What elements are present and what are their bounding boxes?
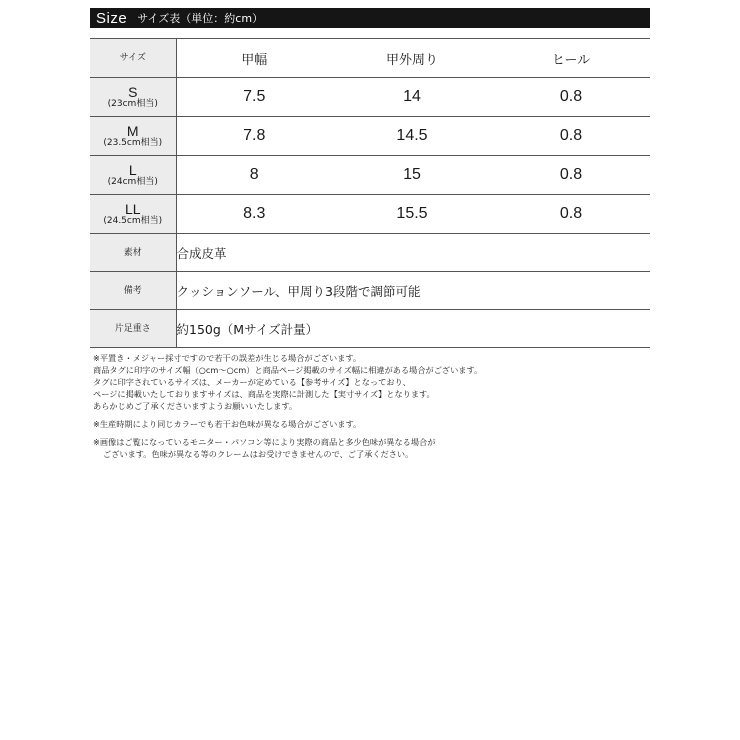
size-label-cell [90, 117, 176, 156]
spec-label: 素材 [90, 234, 176, 272]
size-approx: (24cm相当) [107, 176, 158, 187]
table-row [90, 156, 650, 195]
instep-width-value: 8 [176, 156, 332, 195]
size-subtitle: サイズ表（単位：約cm） [137, 12, 264, 25]
size-notes [93, 352, 653, 460]
spec-label: 片足重さ [90, 310, 176, 348]
size-label-cell [90, 78, 176, 117]
size-approx: (24.5cm相当) [103, 215, 163, 226]
instep-circumference-value: 14.5 [332, 117, 492, 156]
table-row [90, 195, 650, 234]
instep-circumference-value: 14 [332, 78, 492, 117]
instep-width-value: 8.3 [176, 195, 332, 234]
size-label-cell [90, 195, 176, 234]
note-line: タグに印字されているサイズは、メーカーが定めている【参考サイズ】となっており、 [93, 377, 411, 387]
size-table [90, 38, 650, 348]
size-label-cell [90, 156, 176, 195]
size-name: LL [124, 200, 141, 217]
size-header-bar [90, 8, 650, 28]
note-line: 商品タグに印字のサイズ幅（○cm～○cm）と商品ページ掲載のサイズ幅に相違がある場合がございます。 [93, 365, 483, 375]
instep-width-value: 7.8 [176, 117, 332, 156]
spec-value: 約150g（Mサイズ計量） [176, 310, 650, 348]
note-line: ページに掲載いたしておりますサイズは、商品を実際に計測した【実寸サイズ】となります。 [93, 389, 435, 399]
size-approx: (23.5cm相当) [103, 137, 163, 148]
column-header-size: サイズ [90, 39, 176, 78]
column-header-heel: ヒール [492, 39, 650, 78]
spec-label: 備考 [90, 272, 176, 310]
note-line: ※生産時期により同じカラーでも若干お色味が異なる場合がございます。 [93, 419, 362, 429]
note-line: あらかじめご了承くださいますようお願いいたします。 [93, 401, 298, 411]
spec-row-remarks [90, 272, 650, 310]
size-name: L [128, 161, 137, 178]
instep-circumference-value: 15.5 [332, 195, 492, 234]
spec-row-weight [90, 310, 650, 348]
spec-value: 合成皮革 [176, 234, 650, 272]
column-header-instep-width: 甲幅 [176, 39, 332, 78]
size-approx: (23cm相当) [107, 98, 158, 109]
heel-value: 0.8 [492, 78, 650, 117]
size-name: M [126, 122, 139, 139]
spec-value: クッションソール、甲周り3段階で調節可能 [176, 272, 650, 310]
heel-value: 0.8 [492, 156, 650, 195]
heel-value: 0.8 [492, 195, 650, 234]
size-title: Size [96, 9, 128, 27]
instep-circumference-value: 15 [332, 156, 492, 195]
heel-value: 0.8 [492, 117, 650, 156]
column-header-instep-circumference: 甲外周り [332, 39, 492, 78]
table-header-row [90, 39, 650, 78]
note-line: ※画像はご覧になっているモニター・パソコン等により実際の商品と多少色味が異なる場合が [93, 437, 436, 447]
table-row [90, 117, 650, 156]
table-row [90, 78, 650, 117]
spec-row-material [90, 234, 650, 272]
instep-width-value: 7.5 [176, 78, 332, 117]
size-name: S [128, 83, 138, 100]
note-line: ございます。色味が異なる等のクレームはお受けできませんので、ご了承ください。 [103, 449, 414, 459]
note-line: ※平置き・メジャー採寸ですので若干の誤差が生じる場合がございます。 [93, 353, 362, 363]
